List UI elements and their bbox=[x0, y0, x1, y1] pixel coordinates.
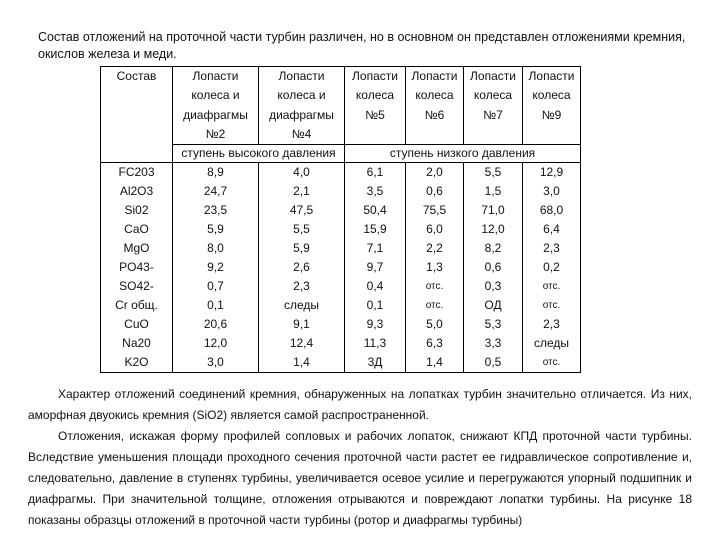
value-cell: 2,3 bbox=[259, 277, 345, 296]
value-cell: 68,0 bbox=[523, 201, 581, 220]
value-cell: 47,5 bbox=[259, 201, 345, 220]
value-cell: 23,5 bbox=[173, 201, 259, 220]
value-cell: 5,5 bbox=[464, 163, 523, 183]
component-name: Al2O3 bbox=[101, 182, 173, 201]
value-cell: 2,1 bbox=[259, 182, 345, 201]
value-cell: 9,3 bbox=[345, 315, 406, 334]
header-cell: Лопасти колеса №9 bbox=[523, 67, 581, 145]
header-cell: Лопасти колеса №5 bbox=[345, 67, 406, 145]
value-cell: отс. bbox=[406, 277, 464, 296]
paragraph: Характер отложений соединений кремния, обнаруженных на лопатках турбин значительно отличается. Из них, аморфная двуокись кремния (SiO2) является самой распространенной. bbox=[28, 387, 692, 422]
table-row bbox=[101, 220, 581, 239]
value-cell: 5,9 bbox=[173, 220, 259, 239]
value-cell: отс. bbox=[523, 277, 581, 296]
value-cell: 15,9 bbox=[345, 220, 406, 239]
value-cell: 12,9 bbox=[523, 163, 581, 183]
value-cell: следы bbox=[259, 296, 345, 315]
value-cell: 1,4 bbox=[406, 353, 464, 373]
value-cell: 6,1 bbox=[345, 163, 406, 183]
value-cell: 75,5 bbox=[406, 201, 464, 220]
table-row bbox=[101, 315, 581, 334]
value-cell: 8,9 bbox=[173, 163, 259, 183]
value-cell: 5,3 bbox=[464, 315, 523, 334]
value-cell: 20,6 bbox=[173, 315, 259, 334]
value-cell: 4,0 bbox=[259, 163, 345, 183]
pressure-stage-row bbox=[101, 145, 581, 163]
table-row bbox=[101, 296, 581, 315]
header-cell: Лопасти колеса и диафрагмы №2 bbox=[173, 67, 259, 145]
value-cell: 3,0 bbox=[523, 182, 581, 201]
value-cell: 7,1 bbox=[345, 239, 406, 258]
value-cell: 3Д bbox=[345, 353, 406, 373]
value-cell: 1,4 bbox=[259, 353, 345, 373]
component-name: CaO bbox=[101, 220, 173, 239]
value-cell: 6,0 bbox=[406, 220, 464, 239]
value-cell: отс. bbox=[406, 296, 464, 315]
value-cell: 11,3 bbox=[345, 334, 406, 353]
value-cell: ОД bbox=[464, 296, 523, 315]
value-cell: 50,4 bbox=[345, 201, 406, 220]
table-row bbox=[101, 201, 581, 220]
value-cell: 24,7 bbox=[173, 182, 259, 201]
value-cell: 12,4 bbox=[259, 334, 345, 353]
intro-text: Состав отложений на проточной части турбин различен, но в основном он представлен отложениями кремния, окислов железа и меди. bbox=[38, 30, 686, 61]
value-cell: 0,1 bbox=[173, 296, 259, 315]
value-cell: 2,3 bbox=[523, 239, 581, 258]
value-cell: 5,5 bbox=[259, 220, 345, 239]
table-row bbox=[101, 163, 581, 183]
value-cell: 0,6 bbox=[464, 258, 523, 277]
value-cell: 12,0 bbox=[464, 220, 523, 239]
table-row bbox=[101, 239, 581, 258]
value-cell: 0,2 bbox=[523, 258, 581, 277]
value-cell: 9,2 bbox=[173, 258, 259, 277]
value-cell: отс. bbox=[523, 296, 581, 315]
value-cell: 6,3 bbox=[406, 334, 464, 353]
header-cell: Состав bbox=[101, 67, 173, 145]
value-cell: 0,4 bbox=[345, 277, 406, 296]
value-cell: 0,5 bbox=[464, 353, 523, 373]
value-cell: 2,3 bbox=[523, 315, 581, 334]
table-row bbox=[101, 277, 581, 296]
value-cell: 3,3 bbox=[464, 334, 523, 353]
component-name: K2O bbox=[101, 353, 173, 373]
paragraph: Отложения, искажая форму профилей сопловых и рабочих лопаток, снижают КПД проточной части турбины. Вследствие уменьшения площади проходного сечения проточной части растет ее гидравлическое сопротивление и, следовательно, давление в ступенях турбины, увеличивается осевое усилие и перегружаются упорный подшипник и диафрагмы. При значительной толщине, отложения отрываются и повреждают лопатки турбины. На рисунке 18 показаны образцы отложений в проточной части турбины (ротор и диафрагмы турбины) bbox=[28, 429, 692, 527]
value-cell: 5,0 bbox=[406, 315, 464, 334]
empty-cell bbox=[101, 145, 173, 163]
component-name: CuO bbox=[101, 315, 173, 334]
value-cell: 2,2 bbox=[406, 239, 464, 258]
value-cell: 1,5 bbox=[464, 182, 523, 201]
high-pressure-label: ступень высокого давления bbox=[173, 145, 345, 163]
component-name: FC203 bbox=[101, 163, 173, 183]
value-cell: 8,2 bbox=[464, 239, 523, 258]
value-cell: 9,1 bbox=[259, 315, 345, 334]
value-cell: 12,0 bbox=[173, 334, 259, 353]
component-name: SO42- bbox=[101, 277, 173, 296]
body-text bbox=[28, 384, 692, 531]
header-cell: Лопасти колеса №7 bbox=[464, 67, 523, 145]
value-cell: 2,0 bbox=[406, 163, 464, 183]
value-cell: 1,3 bbox=[406, 258, 464, 277]
value-cell: 0,7 bbox=[173, 277, 259, 296]
value-cell: 3,5 bbox=[345, 182, 406, 201]
value-cell: 3,0 bbox=[173, 353, 259, 373]
component-name: Si02 bbox=[101, 201, 173, 220]
table-row bbox=[101, 182, 581, 201]
component-name: PO43- bbox=[101, 258, 173, 277]
component-name: MgO bbox=[101, 239, 173, 258]
value-cell: 8,0 bbox=[173, 239, 259, 258]
value-cell: 0,1 bbox=[345, 296, 406, 315]
header-cell: Лопасти колеса и диафрагмы №4 bbox=[259, 67, 345, 145]
component-name: Na20 bbox=[101, 334, 173, 353]
table-row bbox=[101, 353, 581, 373]
value-cell: 2,6 bbox=[259, 258, 345, 277]
value-cell: 0,3 bbox=[464, 277, 523, 296]
deposits-composition-table bbox=[100, 66, 581, 373]
low-pressure-label: ступень низкого давления bbox=[345, 145, 581, 163]
value-cell: 5,9 bbox=[259, 239, 345, 258]
value-cell: следы bbox=[523, 334, 581, 353]
table-row bbox=[101, 258, 581, 277]
table-header-row bbox=[101, 67, 581, 145]
value-cell: 6,4 bbox=[523, 220, 581, 239]
table-row bbox=[101, 334, 581, 353]
value-cell: отс. bbox=[523, 353, 581, 373]
value-cell: 0,6 bbox=[406, 182, 464, 201]
component-name: Cr общ. bbox=[101, 296, 173, 315]
value-cell: 9,7 bbox=[345, 258, 406, 277]
header-cell: Лопасти колеса №6 bbox=[406, 67, 464, 145]
value-cell: 71,0 bbox=[464, 201, 523, 220]
